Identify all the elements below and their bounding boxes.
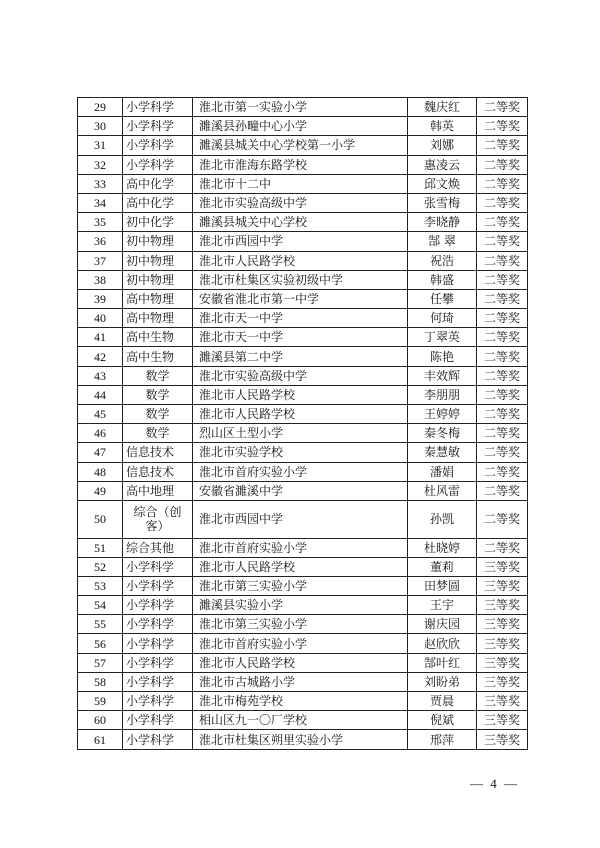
row-number: 48 [78,462,123,481]
row-number: 39 [78,289,123,308]
table-row [78,730,528,749]
school-cell: 淮北市第三实验小学 [193,576,408,595]
teacher-name-cell: 韩盛 [408,270,477,289]
award-cell: 二等奖 [477,500,528,538]
teacher-name-cell: 贾晨 [408,692,477,711]
table-row [78,557,528,576]
subject-cell: 信息技术 [123,462,193,481]
subject-cell: 小学科学 [123,653,193,672]
school-cell: 淮北市人民路学校 [193,251,408,270]
table-row [78,672,528,691]
award-table [77,97,528,750]
row-number: 38 [78,270,123,289]
subject-cell: 初中物理 [123,251,193,270]
row-number: 60 [78,711,123,730]
award-cell: 三等奖 [477,596,528,615]
subject-cell: 小学科学 [123,615,193,634]
table-row [78,328,528,347]
teacher-name-cell: 董莉 [408,557,477,576]
award-cell: 二等奖 [477,424,528,443]
award-cell: 三等奖 [477,730,528,749]
teacher-name-cell: 李朋朋 [408,385,477,404]
table-row [78,366,528,385]
row-number: 42 [78,347,123,366]
row-number: 44 [78,385,123,404]
school-cell: 淮北市首府实验小学 [193,538,408,557]
table-row [78,347,528,366]
table-row [78,232,528,251]
table-row [78,500,528,538]
award-cell: 二等奖 [477,174,528,193]
teacher-name-cell: 祝浩 [408,251,477,270]
table-row [78,424,528,443]
table-row [78,443,528,462]
table-row [78,596,528,615]
page-number: — 4 — [470,776,519,791]
table-row [78,270,528,289]
table-row [78,634,528,653]
teacher-name-cell: 丰效辉 [408,366,477,385]
teacher-name-cell: 王宇 [408,596,477,615]
teacher-name-cell: 郜叶红 [408,653,477,672]
school-cell: 濉溪县第二中学 [193,347,408,366]
table-row [78,155,528,174]
teacher-name-cell: 孙凯 [408,500,477,538]
award-cell: 二等奖 [477,309,528,328]
school-cell: 淮北市杜集区朔里实验小学 [193,730,408,749]
row-number: 47 [78,443,123,462]
subject-cell: 小学科学 [123,692,193,711]
row-number: 54 [78,596,123,615]
award-cell: 三等奖 [477,634,528,653]
subject-cell: 小学科学 [123,98,193,117]
row-number: 43 [78,366,123,385]
subject-cell: 高中生物 [123,328,193,347]
teacher-name-cell: 杜风雷 [408,481,477,500]
teacher-name-cell: 张雪梅 [408,193,477,212]
subject-cell: 小学科学 [123,136,193,155]
award-cell: 二等奖 [477,385,528,404]
subject-cell: 小学科学 [123,596,193,615]
school-cell: 濉溪县城关中心学校 [193,213,408,232]
row-number: 31 [78,136,123,155]
subject-cell: 高中地理 [123,481,193,500]
teacher-name-cell: 赵欣欣 [408,634,477,653]
award-cell: 二等奖 [477,443,528,462]
teacher-name-cell: 杜晓婷 [408,538,477,557]
table-row [78,711,528,730]
teacher-name-cell: 郜 翠 [408,232,477,251]
subject-cell: 信息技术 [123,443,193,462]
subject-cell: 综合其他 [123,538,193,557]
award-cell: 二等奖 [477,136,528,155]
award-cell: 二等奖 [477,213,528,232]
row-number: 35 [78,213,123,232]
award-cell: 二等奖 [477,481,528,500]
table-row [78,309,528,328]
award-cell: 三等奖 [477,615,528,634]
subject-cell: 初中化学 [123,213,193,232]
subject-cell: 小学科学 [123,576,193,595]
school-cell: 淮北市天一中学 [193,328,408,347]
subject-cell: 小学科学 [123,730,193,749]
award-cell: 二等奖 [477,193,528,212]
award-cell: 三等奖 [477,653,528,672]
table-row [78,692,528,711]
row-number: 51 [78,538,123,557]
award-cell: 二等奖 [477,328,528,347]
teacher-name-cell: 陈艳 [408,347,477,366]
row-number: 57 [78,653,123,672]
award-cell: 二等奖 [477,538,528,557]
teacher-name-cell: 刘盼弟 [408,672,477,691]
table-row [78,462,528,481]
school-cell: 淮北市人民路学校 [193,385,408,404]
award-cell: 二等奖 [477,462,528,481]
table-row [78,251,528,270]
row-number: 55 [78,615,123,634]
subject-cell: 高中生物 [123,347,193,366]
table-row [78,538,528,557]
school-cell: 烈山区土型小学 [193,424,408,443]
award-cell: 三等奖 [477,692,528,711]
school-cell: 淮北市实验高级中学 [193,366,408,385]
school-cell: 淮北市第一实验小学 [193,98,408,117]
school-cell: 淮北市天一中学 [193,309,408,328]
row-number: 36 [78,232,123,251]
award-cell: 三等奖 [477,576,528,595]
table-row [78,653,528,672]
award-cell: 三等奖 [477,711,528,730]
teacher-name-cell: 秦慧敏 [408,443,477,462]
award-cell: 二等奖 [477,289,528,308]
subject-cell: 数学 [123,405,193,424]
school-cell: 相山区九一〇厂学校 [193,711,408,730]
school-cell: 濉溪县城关中心学校第一小学 [193,136,408,155]
row-number: 58 [78,672,123,691]
award-cell: 二等奖 [477,232,528,251]
subject-cell: 数学 [123,424,193,443]
table-row [78,193,528,212]
teacher-name-cell: 秦冬梅 [408,424,477,443]
award-cell: 二等奖 [477,366,528,385]
award-cell: 二等奖 [477,405,528,424]
teacher-name-cell: 刘娜 [408,136,477,155]
row-number: 41 [78,328,123,347]
row-number: 46 [78,424,123,443]
award-cell: 二等奖 [477,347,528,366]
subject-cell: 小学科学 [123,557,193,576]
row-number: 45 [78,405,123,424]
row-number: 29 [78,98,123,117]
subject-cell: 小学科学 [123,634,193,653]
subject-cell: 综合（创客） [123,500,193,538]
school-cell: 淮北市第三实验小学 [193,615,408,634]
row-number: 59 [78,692,123,711]
school-cell: 濉溪县孙疃中心小学 [193,117,408,136]
subject-cell: 高中化学 [123,174,193,193]
teacher-name-cell: 李晓静 [408,213,477,232]
table-row [78,98,528,117]
table-row [78,289,528,308]
row-number: 34 [78,193,123,212]
teacher-name-cell: 潘娟 [408,462,477,481]
teacher-name-cell: 韩英 [408,117,477,136]
school-cell: 淮北市人民路学校 [193,653,408,672]
teacher-name-cell: 邱文焕 [408,174,477,193]
row-number: 30 [78,117,123,136]
subject-cell: 数学 [123,366,193,385]
award-cell: 三等奖 [477,557,528,576]
row-number: 53 [78,576,123,595]
subject-cell: 高中物理 [123,289,193,308]
row-number: 37 [78,251,123,270]
row-number: 40 [78,309,123,328]
subject-cell: 初中物理 [123,232,193,251]
school-cell: 淮北市西园中学 [193,232,408,251]
school-cell: 淮北市人民路学校 [193,557,408,576]
school-cell: 淮北市人民路学校 [193,405,408,424]
row-number: 32 [78,155,123,174]
subject-cell: 小学科学 [123,117,193,136]
row-number: 61 [78,730,123,749]
table-row [78,385,528,404]
table-row [78,213,528,232]
table-row [78,576,528,595]
school-cell: 淮北市淮海东路学校 [193,155,408,174]
teacher-name-cell: 王婷婷 [408,405,477,424]
subject-cell: 数学 [123,385,193,404]
subject-cell: 小学科学 [123,672,193,691]
award-cell: 二等奖 [477,98,528,117]
award-cell: 二等奖 [477,155,528,174]
teacher-name-cell: 魏庆红 [408,98,477,117]
table-row [78,117,528,136]
school-cell: 淮北市杜集区实验初级中学 [193,270,408,289]
teacher-name-cell: 倪斌 [408,711,477,730]
subject-cell: 小学科学 [123,711,193,730]
school-cell: 淮北市古城路小学 [193,672,408,691]
school-cell: 淮北市实验高级中学 [193,193,408,212]
school-cell: 安徽省濉溪中学 [193,481,408,500]
school-cell: 淮北市十二中 [193,174,408,193]
table-row [78,136,528,155]
subject-cell: 小学科学 [123,155,193,174]
school-cell: 濉溪县实验小学 [193,596,408,615]
table-body [78,98,528,750]
teacher-name-cell: 丁翠英 [408,328,477,347]
school-cell: 淮北市梅苑学校 [193,692,408,711]
school-cell: 安徽省淮北市第一中学 [193,289,408,308]
teacher-name-cell: 惠凌云 [408,155,477,174]
award-cell: 三等奖 [477,672,528,691]
row-number: 33 [78,174,123,193]
row-number: 52 [78,557,123,576]
table-row [78,174,528,193]
school-cell: 淮北市首府实验小学 [193,634,408,653]
subject-cell: 初中物理 [123,270,193,289]
school-cell: 淮北市首府实验小学 [193,462,408,481]
teacher-name-cell: 任攀 [408,289,477,308]
teacher-name-cell: 谢庆园 [408,615,477,634]
teacher-name-cell: 田梦圆 [408,576,477,595]
row-number: 56 [78,634,123,653]
subject-cell: 高中化学 [123,193,193,212]
row-number: 50 [78,500,123,538]
table-row [78,405,528,424]
table-row [78,481,528,500]
row-number: 49 [78,481,123,500]
award-cell: 二等奖 [477,251,528,270]
teacher-name-cell: 邢萍 [408,730,477,749]
school-cell: 淮北市实验学校 [193,443,408,462]
award-cell: 二等奖 [477,117,528,136]
award-cell: 二等奖 [477,270,528,289]
table-row [78,615,528,634]
school-cell: 淮北市西园中学 [193,500,408,538]
subject-cell: 高中物理 [123,309,193,328]
teacher-name-cell: 何琦 [408,309,477,328]
